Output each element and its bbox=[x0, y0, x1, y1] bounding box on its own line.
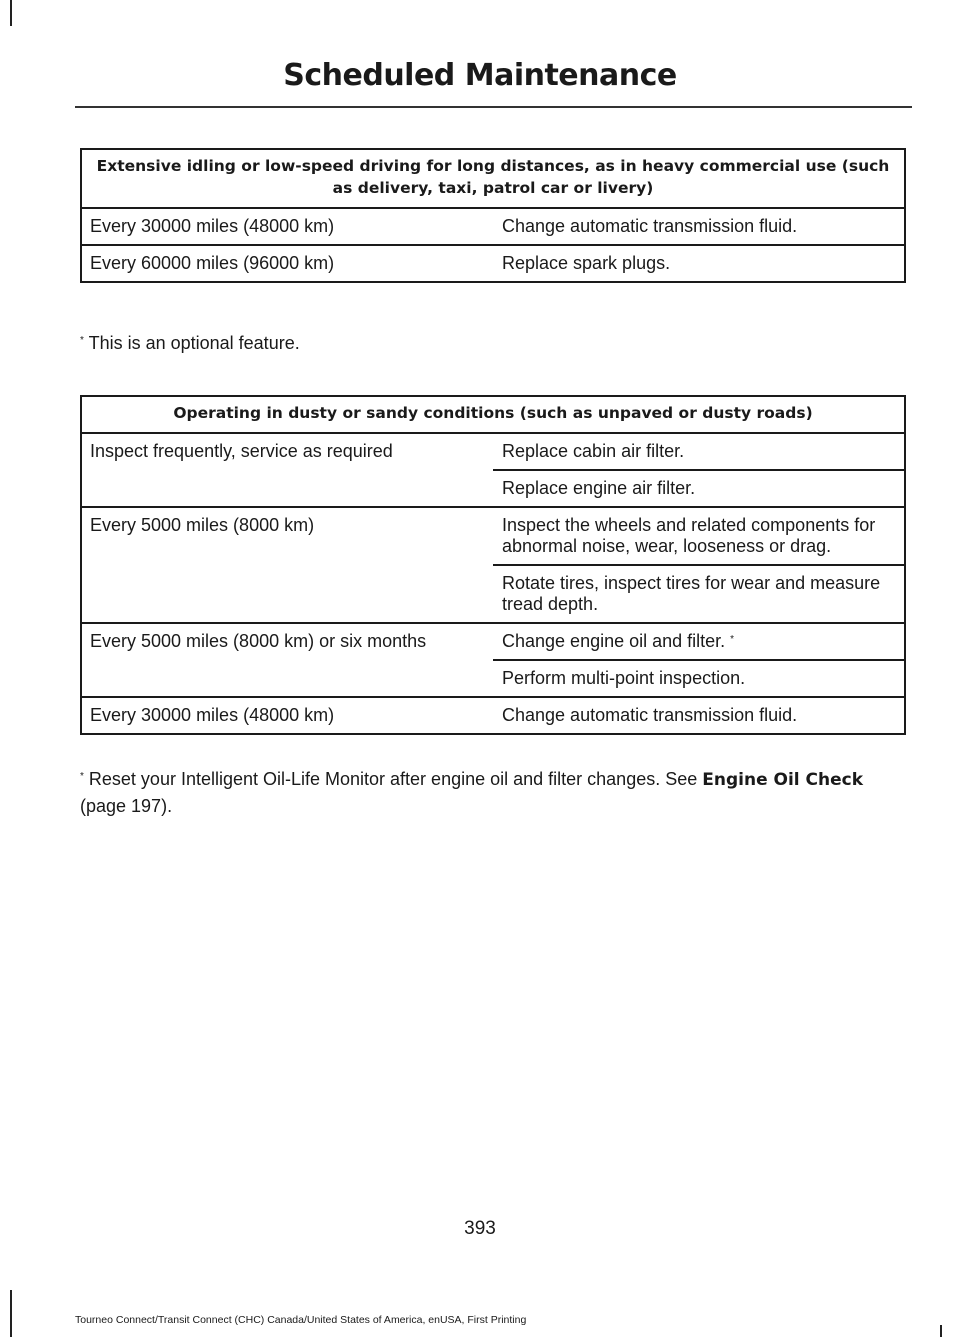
task-cell: Replace engine air filter. bbox=[493, 470, 905, 507]
footnote-marker: * bbox=[730, 634, 735, 645]
interval-cell: Every 30000 miles (48000 km) bbox=[81, 208, 493, 245]
task-cell bbox=[493, 623, 905, 660]
footer-publication-info: Tourneo Connect/Transit Connect (CHC) Canada/United States of America, enUSA, First Printing bbox=[75, 1314, 527, 1326]
interval-cell-continued bbox=[81, 470, 493, 507]
crop-mark-bottom-left bbox=[10, 1290, 12, 1337]
table-heading: Operating in dusty or sandy conditions (such as unpaved or dusty roads) bbox=[81, 396, 905, 433]
interval-cell: Every 5000 miles (8000 km) bbox=[81, 507, 493, 565]
task-cell: Inspect the wheels and related components for abnormal noise, wear, looseness or drag. bbox=[493, 507, 905, 565]
table-heading: Extensive idling or low-speed driving for long distances, as in heavy commercial use (such as delivery, taxi, patrol car or livery) bbox=[81, 149, 905, 208]
interval-cell-continued bbox=[81, 660, 493, 697]
table-row bbox=[81, 433, 905, 470]
page-number: 393 bbox=[464, 1218, 496, 1239]
task-cell: Replace cabin air filter. bbox=[493, 433, 905, 470]
engine-oil-check-link[interactable]: Engine Oil Check bbox=[702, 770, 864, 790]
interval-cell: Every 60000 miles (96000 km) bbox=[81, 245, 493, 282]
interval-cell: Inspect frequently, service as required bbox=[81, 433, 493, 470]
interval-cell: Every 5000 miles (8000 km) or six months bbox=[81, 623, 493, 660]
footnote-page-ref: (page 197). bbox=[80, 796, 173, 816]
interval-cell-continued bbox=[81, 565, 493, 623]
footnote-oil-life-monitor bbox=[80, 766, 910, 819]
task-cell: Perform multi-point inspection. bbox=[493, 660, 905, 697]
table-row bbox=[81, 697, 905, 734]
crop-mark-bottom-right bbox=[940, 1325, 942, 1337]
task-cell: Change automatic transmission fluid. bbox=[493, 208, 905, 245]
footnote-marker: * bbox=[80, 335, 84, 346]
footnote-text: This is an optional feature. bbox=[83, 333, 300, 353]
maintenance-table-dusty-conditions bbox=[80, 395, 906, 735]
task-cell: Change automatic transmission fluid. bbox=[493, 697, 905, 734]
task-cell: Rotate tires, inspect tires for wear and measure tread depth. bbox=[493, 565, 905, 623]
footnote-optional-feature bbox=[80, 330, 910, 356]
footnote-text: Reset your Intelligent Oil-Life Monitor after engine oil and filter changes. See bbox=[83, 769, 703, 789]
table-row bbox=[81, 208, 905, 245]
table-row bbox=[81, 565, 905, 623]
footnote-marker: * bbox=[80, 771, 84, 782]
table-row bbox=[81, 245, 905, 282]
page-title: Scheduled Maintenance bbox=[283, 58, 677, 93]
table-row bbox=[81, 470, 905, 507]
crop-mark-top-left bbox=[10, 0, 12, 26]
table-row bbox=[81, 507, 905, 565]
task-cell: Replace spark plugs. bbox=[493, 245, 905, 282]
maintenance-table-heavy-commercial bbox=[80, 148, 906, 283]
table-row bbox=[81, 660, 905, 697]
table-row bbox=[81, 623, 905, 660]
title-divider bbox=[75, 106, 912, 108]
task-text: Change engine oil and filter. bbox=[502, 631, 731, 651]
interval-cell: Every 30000 miles (48000 km) bbox=[81, 697, 493, 734]
